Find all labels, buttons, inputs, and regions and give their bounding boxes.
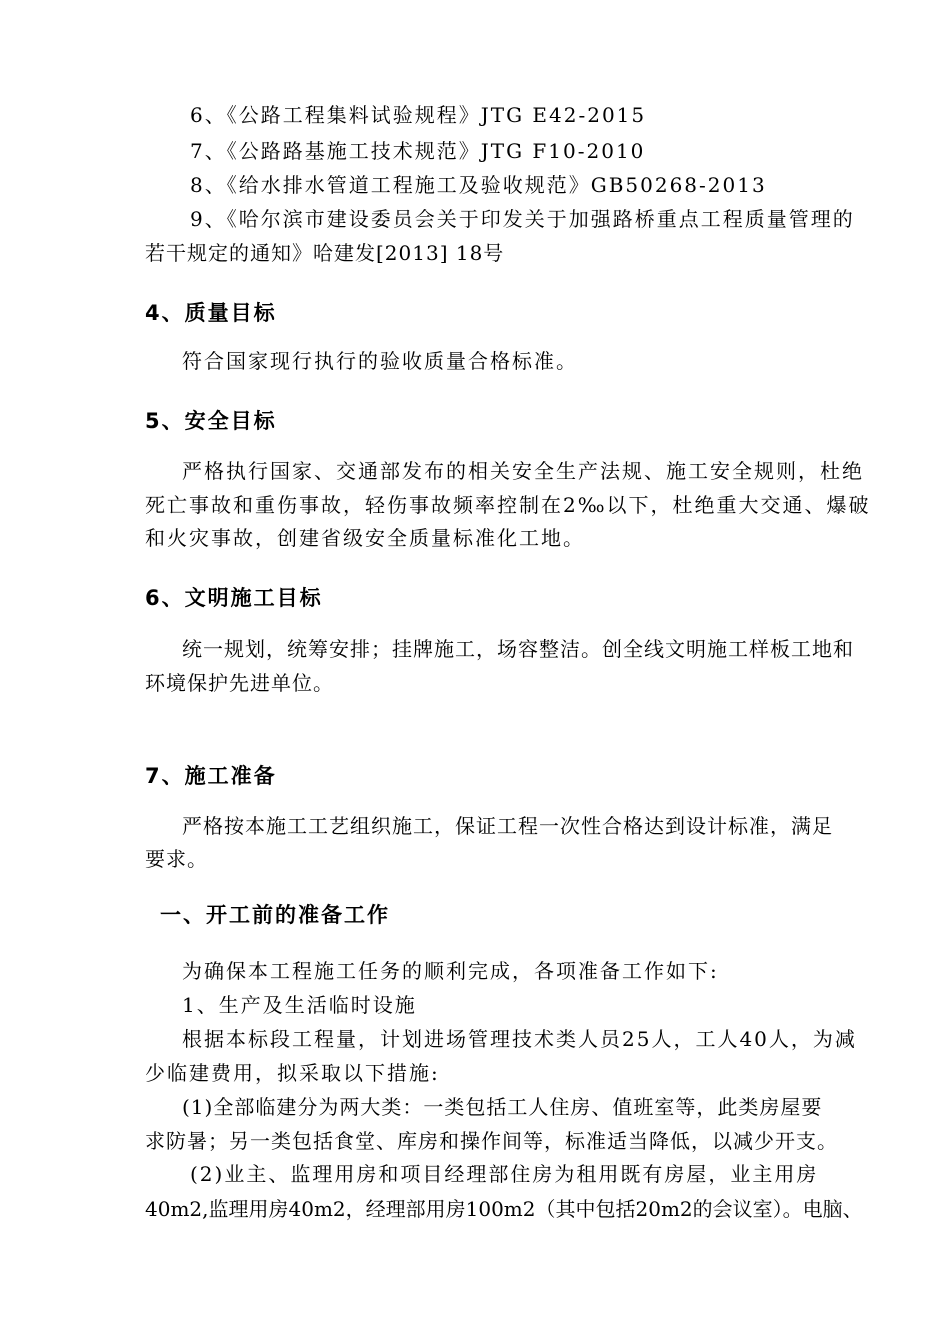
section-heading: 6、文明施工目标 xyxy=(145,586,323,610)
list-heading: 1、生产及生活临时设施 xyxy=(182,993,417,1017)
section-heading: 4、质量目标 xyxy=(145,301,277,325)
paragraph-line: 死亡事故和重伤事故，轻伤事故频率控制在2‰以下，杜绝重大交通、爆破 xyxy=(145,493,871,517)
paragraph-line: 少临建费用，拟采取以下措施: xyxy=(145,1061,440,1085)
section-heading: 7、施工准备 xyxy=(145,764,277,788)
paragraph-line: 和火灾事故，创建省级安全质量标准化工地。 xyxy=(145,526,585,550)
paragraph-line: 严格按本施工工艺组织施工，保证工程一次性合格达到设计标准，满足 xyxy=(182,814,833,838)
paragraph-line: 严格执行国家、交通部发布的相关安全生产法规、施工安全规则，杜绝 xyxy=(182,459,864,483)
reference-item: 9、《哈尔滨市建设委员会关于印发关于加强路桥重点工程质量管理的 xyxy=(190,207,855,231)
paragraph-line: 要求。 xyxy=(145,847,208,871)
paragraph-line: 40m2,监理用房40m2，经理部用房100m2（其中包括20m2的会议室）。电脑、 xyxy=(145,1197,863,1221)
paragraph-line: 为确保本工程施工任务的顺利完成，各项准备工作如下: xyxy=(182,959,719,983)
paragraph-line: 根据本标段工程量，计划进场管理技术类人员25人，工人40人，为减 xyxy=(182,1027,857,1051)
paragraph-line: 统一规划，统筹安排；挂牌施工，场容整洁。创全线文明施工样板工地和 xyxy=(182,637,854,661)
subsection-heading: 一、开工前的准备工作 xyxy=(160,903,390,927)
paragraph-line: (1)全部临建分为两大类：一类包括工人住房、值班室等，此类房屋要 xyxy=(182,1095,823,1119)
reference-item: 7、《公路路基施工技术规范》JTG F10-2010 xyxy=(190,139,646,163)
reference-item: 6、《公路工程集料试验规程》JTG E42-2015 xyxy=(190,103,647,127)
paragraph-line: (2)业主、监理用房和项目经理部住房为租用既有房屋，业主用房 xyxy=(190,1162,819,1186)
paragraph-line: 求防暑；另一类包括食堂、库房和操作间等，标准适当降低，以减少开支。 xyxy=(145,1129,838,1153)
reference-item-continued: 若干规定的通知》哈建发[2013] 18号 xyxy=(145,241,505,265)
section-heading: 5、安全目标 xyxy=(145,409,277,433)
paragraph-line: 符合国家现行执行的验收质量合格标准。 xyxy=(182,349,578,373)
reference-item: 8、《给水排水管道工程施工及验收规范》GB50268-2013 xyxy=(190,173,767,197)
paragraph-line: 环境保护先进单位。 xyxy=(145,671,334,695)
